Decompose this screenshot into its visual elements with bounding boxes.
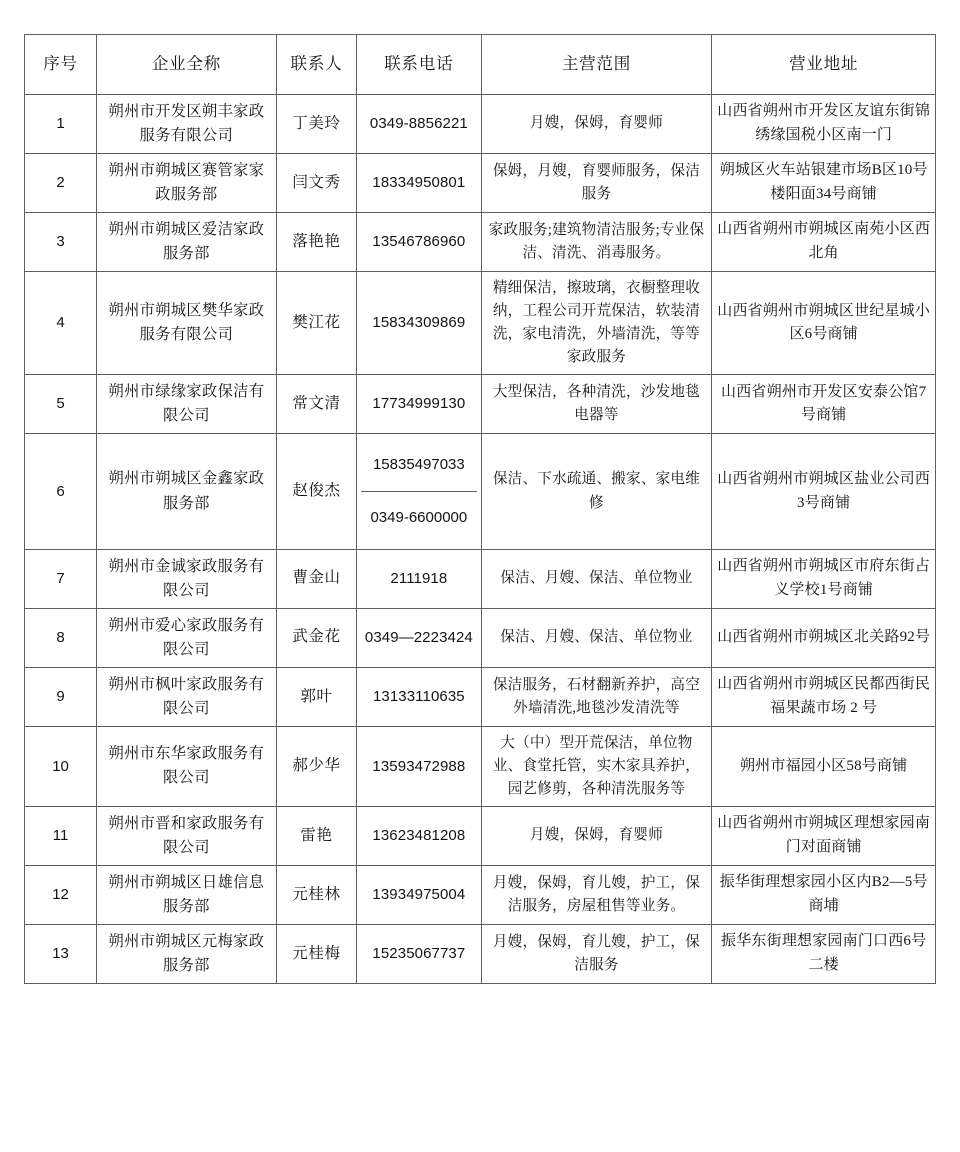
cell-contact: 元桂林 xyxy=(276,865,356,924)
cell-company: 朔州市爱心家政服务有限公司 xyxy=(97,608,277,667)
cell-phone: 13934975004 xyxy=(357,865,481,924)
cell-company: 朔州市绿缘家政保洁有限公司 xyxy=(97,375,277,434)
table-header xyxy=(25,35,936,95)
cell-index: 4 xyxy=(25,272,97,375)
cell-contact: 郭叶 xyxy=(276,667,356,726)
cell-company: 朔州市朔城区赛管家家政服务部 xyxy=(97,154,277,213)
cell-address: 振华东街理想家园南门口西6号二楼 xyxy=(712,924,936,983)
table-row xyxy=(25,154,936,213)
column-header-phone: 联系电话 xyxy=(357,35,481,95)
cell-address: 山西省朔州市朔城区盐业公司西3号商铺 xyxy=(712,434,936,549)
cell-index: 11 xyxy=(25,806,97,865)
cell-company: 朔州市朔城区日雄信息服务部 xyxy=(97,865,277,924)
table-row xyxy=(25,95,936,154)
cell-company: 朔州市枫叶家政服务有限公司 xyxy=(97,667,277,726)
cell-company: 朔州市朔城区金鑫家政服务部 xyxy=(97,434,277,549)
cell-phone: 18334950801 xyxy=(357,154,481,213)
column-header-index: 序号 xyxy=(25,35,97,95)
cell-scope: 保姆，月嫂，育婴师服务，保洁服务 xyxy=(481,154,712,213)
table-row xyxy=(25,272,936,375)
cell-scope: 大型保洁，各种清洗，沙发地毯电器等 xyxy=(481,375,712,434)
cell-address: 朔州市福园小区58号商铺 xyxy=(712,726,936,806)
cell-scope: 月嫂，保姆，育婴师 xyxy=(481,806,712,865)
cell-scope: 家政服务;建筑物清洁服务;专业保洁、清洗、消毒服务。 xyxy=(481,213,712,272)
cell-contact: 闫文秀 xyxy=(276,154,356,213)
cell-address: 山西省朔州市开发区安泰公馆7号商铺 xyxy=(712,375,936,434)
phone-subrow xyxy=(361,492,476,544)
cell-scope: 保洁、月嫂、保洁、单位物业 xyxy=(481,608,712,667)
cell-address: 山西省朔州市朔城区市府东街占义学校1号商铺 xyxy=(712,549,936,608)
phone-subtable xyxy=(361,439,476,543)
table-row xyxy=(25,549,936,608)
cell-scope: 保洁服务，石材翻新养护，高空外墙清洗,地毯沙发清洗等 xyxy=(481,667,712,726)
cell-index: 9 xyxy=(25,667,97,726)
table-row xyxy=(25,434,936,549)
cell-phone: 0349—2223424 xyxy=(357,608,481,667)
cell-address: 朔城区火车站银建市场B区10号楼阳面34号商铺 xyxy=(712,154,936,213)
cell-contact: 武金花 xyxy=(276,608,356,667)
cell-index: 1 xyxy=(25,95,97,154)
cell-phone-secondary: 0349-6600000 xyxy=(370,509,468,526)
cell-contact: 曹金山 xyxy=(276,549,356,608)
cell-contact: 元桂梅 xyxy=(276,924,356,983)
cell-contact: 落艳艳 xyxy=(276,213,356,272)
cell-scope: 大（中）型开荒保洁，单位物业、食堂托管，实木家具养护，园艺修剪，各种清洗服务等 xyxy=(481,726,712,806)
cell-address: 山西省朔州市朔城区理想家园南门对面商铺 xyxy=(712,806,936,865)
cell-company: 朔州市晋和家政服务有限公司 xyxy=(97,806,277,865)
cell-phone-primary: 15835497033 xyxy=(361,439,476,491)
cell-index: 5 xyxy=(25,375,97,434)
cell-index: 13 xyxy=(25,924,97,983)
phone-subrow xyxy=(361,439,476,491)
cell-phone-split xyxy=(357,434,481,549)
cell-index: 3 xyxy=(25,213,97,272)
column-header-address: 营业地址 xyxy=(712,35,936,95)
table-row xyxy=(25,667,936,726)
cell-contact: 樊江花 xyxy=(276,272,356,375)
enterprise-registry-table xyxy=(24,34,936,984)
cell-contact: 郝少华 xyxy=(276,726,356,806)
cell-index: 12 xyxy=(25,865,97,924)
cell-scope: 月嫂，保姆，育儿嫂，护工，保洁服务，房屋租售等业务。 xyxy=(481,865,712,924)
cell-address: 山西省朔州市朔城区南苑小区西北角 xyxy=(712,213,936,272)
cell-phone: 0349-8856221 xyxy=(357,95,481,154)
table-row xyxy=(25,865,936,924)
cell-address: 山西省朔州市朔城区世纪星城小区6号商铺 xyxy=(712,272,936,375)
cell-phone: 13546786960 xyxy=(357,213,481,272)
cell-index: 8 xyxy=(25,608,97,667)
table-row xyxy=(25,726,936,806)
cell-company: 朔州市朔城区元梅家政服务部 xyxy=(97,924,277,983)
column-header-company: 企业全称 xyxy=(97,35,277,95)
cell-contact: 常文清 xyxy=(276,375,356,434)
cell-address: 山西省朔州市朔城区民都西街民福果蔬市场 2 号 xyxy=(712,667,936,726)
cell-index: 6 xyxy=(25,434,97,549)
cell-scope: 月嫂，保姆，育儿嫂，护工，保洁服务 xyxy=(481,924,712,983)
cell-phone: 2111918 xyxy=(357,549,481,608)
cell-phone: 13623481208 xyxy=(357,806,481,865)
cell-contact: 雷艳 xyxy=(276,806,356,865)
column-header-contact: 联系人 xyxy=(276,35,356,95)
cell-company: 朔州市朔城区爱洁家政服务部 xyxy=(97,213,277,272)
table-body xyxy=(25,95,936,984)
table-row xyxy=(25,213,936,272)
cell-index: 2 xyxy=(25,154,97,213)
cell-company: 朔州市开发区朔丰家政服务有限公司 xyxy=(97,95,277,154)
cell-phone: 15834309869 xyxy=(357,272,481,375)
table-row xyxy=(25,608,936,667)
table-row xyxy=(25,924,936,983)
cell-company: 朔州市东华家政服务有限公司 xyxy=(97,726,277,806)
cell-scope: 保洁、月嫂、保洁、单位物业 xyxy=(481,549,712,608)
cell-address: 振华街理想家园小区内B2—5号商埔 xyxy=(712,865,936,924)
cell-contact: 丁美玲 xyxy=(276,95,356,154)
cell-scope: 精细保洁，擦玻璃，衣橱整理收纳，工程公司开荒保洁，软装清洗，家电清洗，外墙清洗，等等家政服务 xyxy=(481,272,712,375)
cell-scope: 保洁、下水疏通、搬家、家电维修 xyxy=(481,434,712,549)
column-header-scope: 主营范围 xyxy=(481,35,712,95)
table-row xyxy=(25,375,936,434)
cell-address: 山西省朔州市开发区友谊东街锦绣缘国税小区南一门 xyxy=(712,95,936,154)
cell-phone: 13133110635 xyxy=(357,667,481,726)
cell-address: 山西省朔州市朔城区北关路92号 xyxy=(712,608,936,667)
cell-phone: 17734999130 xyxy=(357,375,481,434)
cell-company: 朔州市朔城区樊华家政服务有限公司 xyxy=(97,272,277,375)
cell-scope: 月嫂，保姆，育婴师 xyxy=(481,95,712,154)
cell-contact: 赵俊杰 xyxy=(276,434,356,549)
cell-company: 朔州市金诚家政服务有限公司 xyxy=(97,549,277,608)
table-header-row xyxy=(25,35,936,95)
cell-index: 7 xyxy=(25,549,97,608)
table-row xyxy=(25,806,936,865)
cell-phone: 13593472988 xyxy=(357,726,481,806)
cell-index: 10 xyxy=(25,726,97,806)
cell-phone: 15235067737 xyxy=(357,924,481,983)
